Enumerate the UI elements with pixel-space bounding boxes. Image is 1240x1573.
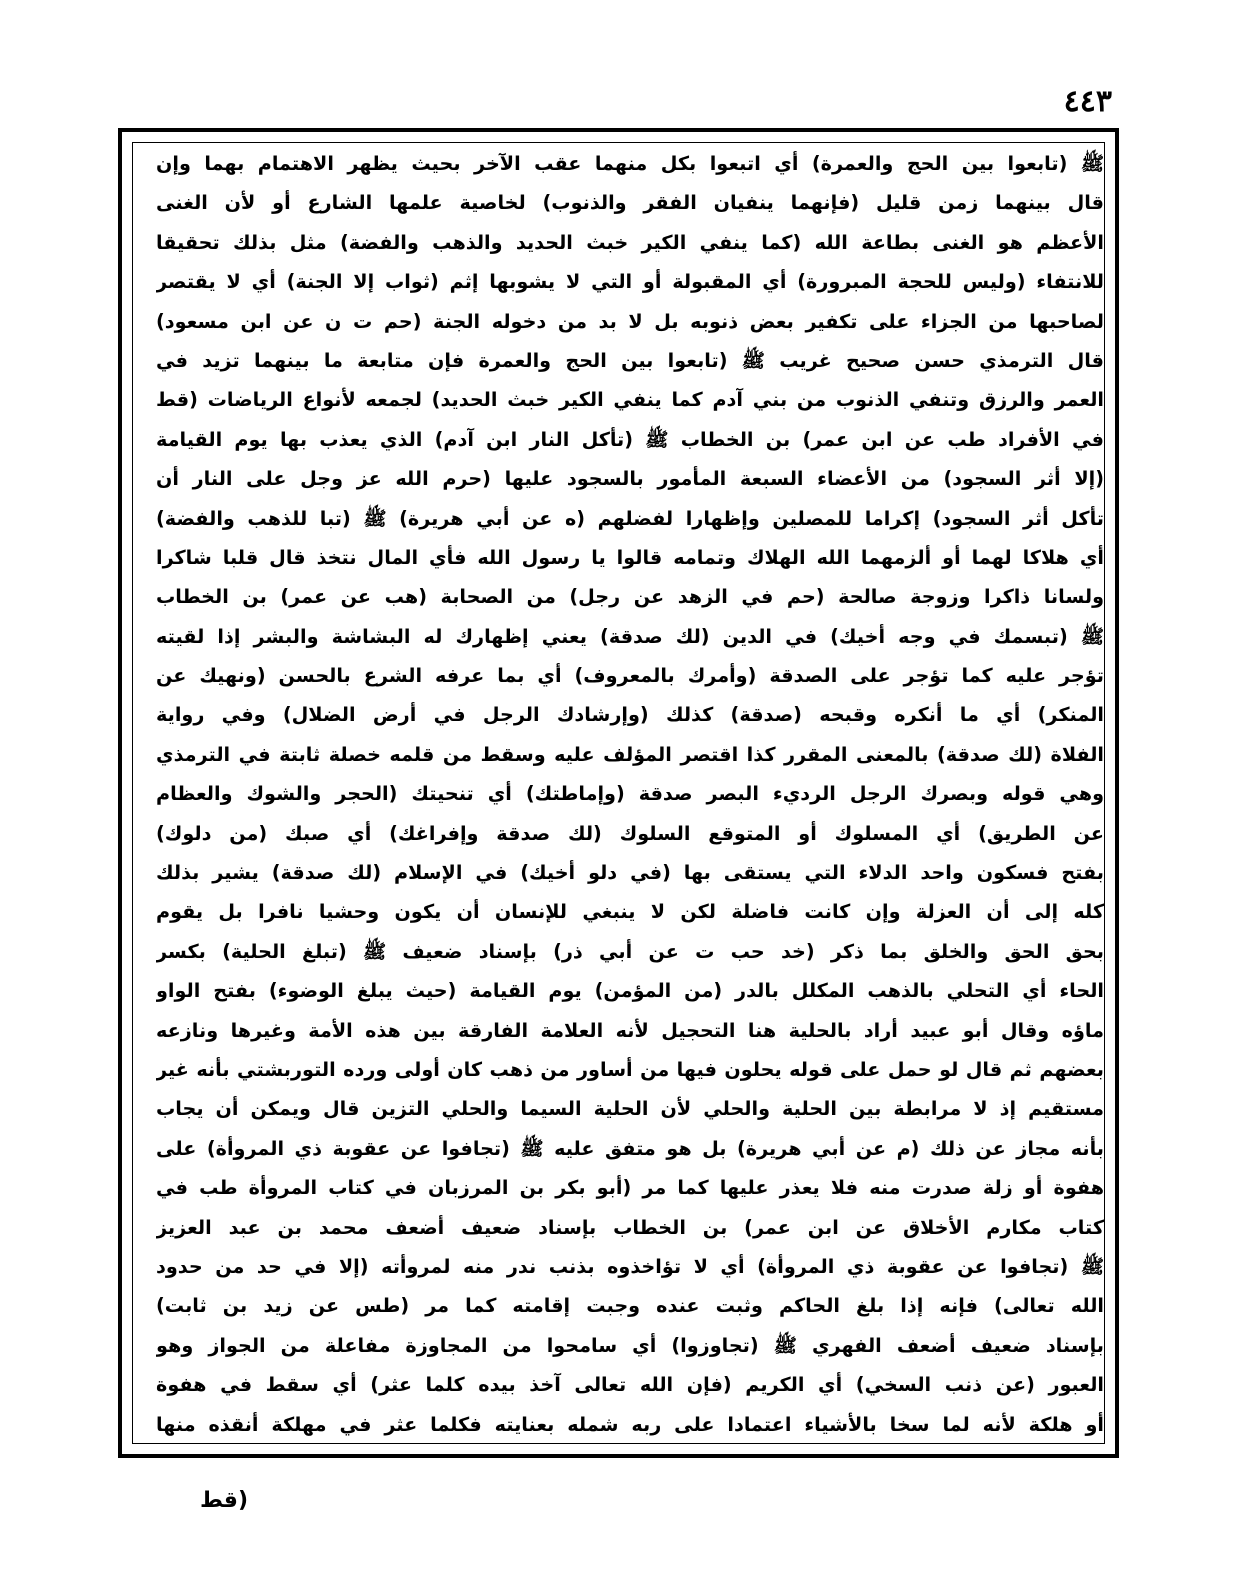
text-line: مستقيم إذ لا مرابطة بين الحلية والحلي لأن الحلية السيما والحلي التزين قال ويمكن أن يجاب bbox=[156, 1097, 1104, 1121]
text-line: لصاحبها من الجزاء على تكفير بعض ذنوبه بل لا بد من دخوله الجنة (حم ت ن عن ابن مسعود) bbox=[156, 309, 1104, 333]
text-line: للانتفاء (وليس للحجة المبرورة) أي المقبولة أو التي لا يشوبها إثم (ثواب إلا الجنة) أي لا يقتصر bbox=[156, 270, 1104, 294]
text-line: (إلا أثر السجود) من الأعضاء السبعة المأمور بالسجود عليها (حرم الله عز وجل على النار أن bbox=[156, 467, 1104, 491]
catchword: (قط bbox=[200, 1488, 249, 1513]
text-line: الفلاة (لك صدقة) بالمعنى المقرر كذا اقتصر المؤلف عليه وسقط من قلمه خصلة ثابتة في الترمذي bbox=[156, 742, 1104, 766]
text-line: ﷺ (تابعوا بين الحج والعمرة) أي اتبعوا بكل منهما عقب الآخر بحيث يظهر الاهتمام بهما وإن bbox=[156, 152, 1104, 175]
text-line: ولسانا ذاكرا وزوجة صالحة (حم في الزهد عن رجل) من الصحابة (هب عن عمر) بن الخطاب bbox=[156, 585, 1104, 609]
text-line: كله إلى أن العزلة وإن كانت فاضلة لكن لا ينبغي للإنسان أن يكون وحشيا نافرا بل يقوم bbox=[156, 900, 1104, 924]
text-line: الحاء أي التحلي بالذهب المكلل بالدر (من المؤمن) يوم القيامة (حيث يبلغ الوضوء) بفتح الواو bbox=[156, 979, 1104, 1003]
text-line: تأكل أثر السجود) إكراما للمصلين وإظهارا لفضلهم (ه عن أبي هريرة) ﷺ (تبا للذهب والفضة) bbox=[156, 506, 1104, 530]
text-line: العمر والرزق وتنفي الذنوب من بني آدم كما ينفي الكير خبث الحديد) لجمعه لأنواع الرياضات (قط bbox=[156, 388, 1104, 412]
text-line: ﷺ (تبسمك في وجه أخيك) في الدين (لك صدقة) يعني إظهارك له البشاشة والبشر إذا لقيته bbox=[156, 624, 1104, 648]
text-line: بأنه مجاز عن ذلك (م عن أبي هريرة) بل هو متفق عليه ﷺ (تجافوا عن عقوبة ذي المروأة) على bbox=[156, 1136, 1104, 1160]
text-line: أي هلاكا لهما أو ألزمهما الله الهلاك وتمامه قالوا يا رسول الله فأي المال نتخذ قال قلبا شاكرا bbox=[156, 545, 1104, 569]
text-line: تؤجر عليه كما تؤجر على الصدقة (وأمرك بالمعروف) أي بما عرفه الشرع بالحسن (ونهيك عن bbox=[156, 664, 1104, 688]
text-line: ﷺ (تجافوا عن عقوبة ذي المروأة) أي لا تؤاخذوه بذنب ندر منه لمروأته (إلا في حد من حدود bbox=[156, 1254, 1104, 1278]
text-line: أو هلكة لأنه لما سخا بالأشياء اعتمادا على ربه شمله بعنايته فكلما عثر في مهلكة أنقذه منها bbox=[156, 1412, 1104, 1436]
text-line: العبور (عن ذنب السخي) أي الكريم (فإن الله تعالى آخذ بيده كلما عثر) أي سقط في هفوة bbox=[156, 1373, 1104, 1397]
text-line: بحق الحق والخلق بما ذكر (خد حب ت عن أبي ذر) بإسناد ضعيف ﷺ (تبلغ الحلية) بكسر bbox=[156, 939, 1104, 963]
text-line: قال بينهما زمن قليل (فإنهما ينفيان الفقر والذنوب) لخاصية علمها الشارع أو لأن الغنى bbox=[156, 191, 1104, 215]
text-line: بإسناد ضعيف أضعف الفهري ﷺ (تجاوزوا) أي سامحوا من المجاوزة مفاعلة من الجواز وهو bbox=[156, 1333, 1104, 1357]
text-line: عن الطريق) أي المسلوك أو المتوقع السلوك (لك صدقة وإفراغك) أي صبك (من دلوك) bbox=[156, 821, 1104, 845]
text-body bbox=[156, 144, 1104, 1444]
text-line: في الأفراد طب عن ابن عمر) بن الخطاب ﷺ (تأكل النار ابن آدم) الذي يعذب بها يوم القيامة bbox=[156, 427, 1104, 451]
text-line: الله تعالى) فإنه إذا بلغ الحاكم وثبت عنده وجبت إقامته كما مر (طس عن زيد بن ثابت) bbox=[156, 1294, 1104, 1318]
text-line: كتاب مكارم الأخلاق عن ابن عمر) بن الخطاب بإسناد ضعيف أضعف محمد بن عبد العزيز bbox=[156, 1215, 1104, 1239]
text-line: ماؤه وقال أبو عبيد أراد بالحلية هنا التحجيل لأنه العلامة الفارقة بين هذه الأمة وغيرها ونازعه bbox=[156, 1018, 1104, 1042]
text-line: الأعظم هو الغنى بطاعة الله (كما ينفي الكير خبث الحديد والذهب والفضة) مثل بذلك تحقيقا bbox=[156, 230, 1104, 254]
text-line: المنكر) أي ما أنكره وقبحه (صدقة) كذلك (وإرشادك الرجل في أرض الضلال) وفي رواية bbox=[156, 703, 1104, 727]
text-line: بفتح فسكون واحد الدلاء التي يستقى بها (في دلو أخيك) في الإسلام (لك صدقة) يشير بذلك bbox=[156, 861, 1104, 885]
text-line: قال الترمذي حسن صحيح غريب ﷺ (تابعوا بين الحج والعمرة فإن متابعة ما بينهما تزيد في bbox=[156, 348, 1104, 372]
text-line: وهي قوله وبصرك الرجل الرديء البصر صدقة (وإماطتك) أي تنحيتك (الحجر والشوك والعظام bbox=[156, 782, 1104, 806]
text-line: هفوة أو زلة صدرت منه فلا يعذر عليها كما مر (أبو بكر بن المرزبان في كتاب المروأة طب في bbox=[156, 1176, 1104, 1200]
page-number: ٤٤٣ bbox=[1063, 84, 1112, 119]
text-line: بعضهم ثم قال لو حمل على قوله يحلون فيها من أساور من ذهب كان أولى ورده التوربشتي بأنه غير bbox=[156, 1057, 1104, 1081]
